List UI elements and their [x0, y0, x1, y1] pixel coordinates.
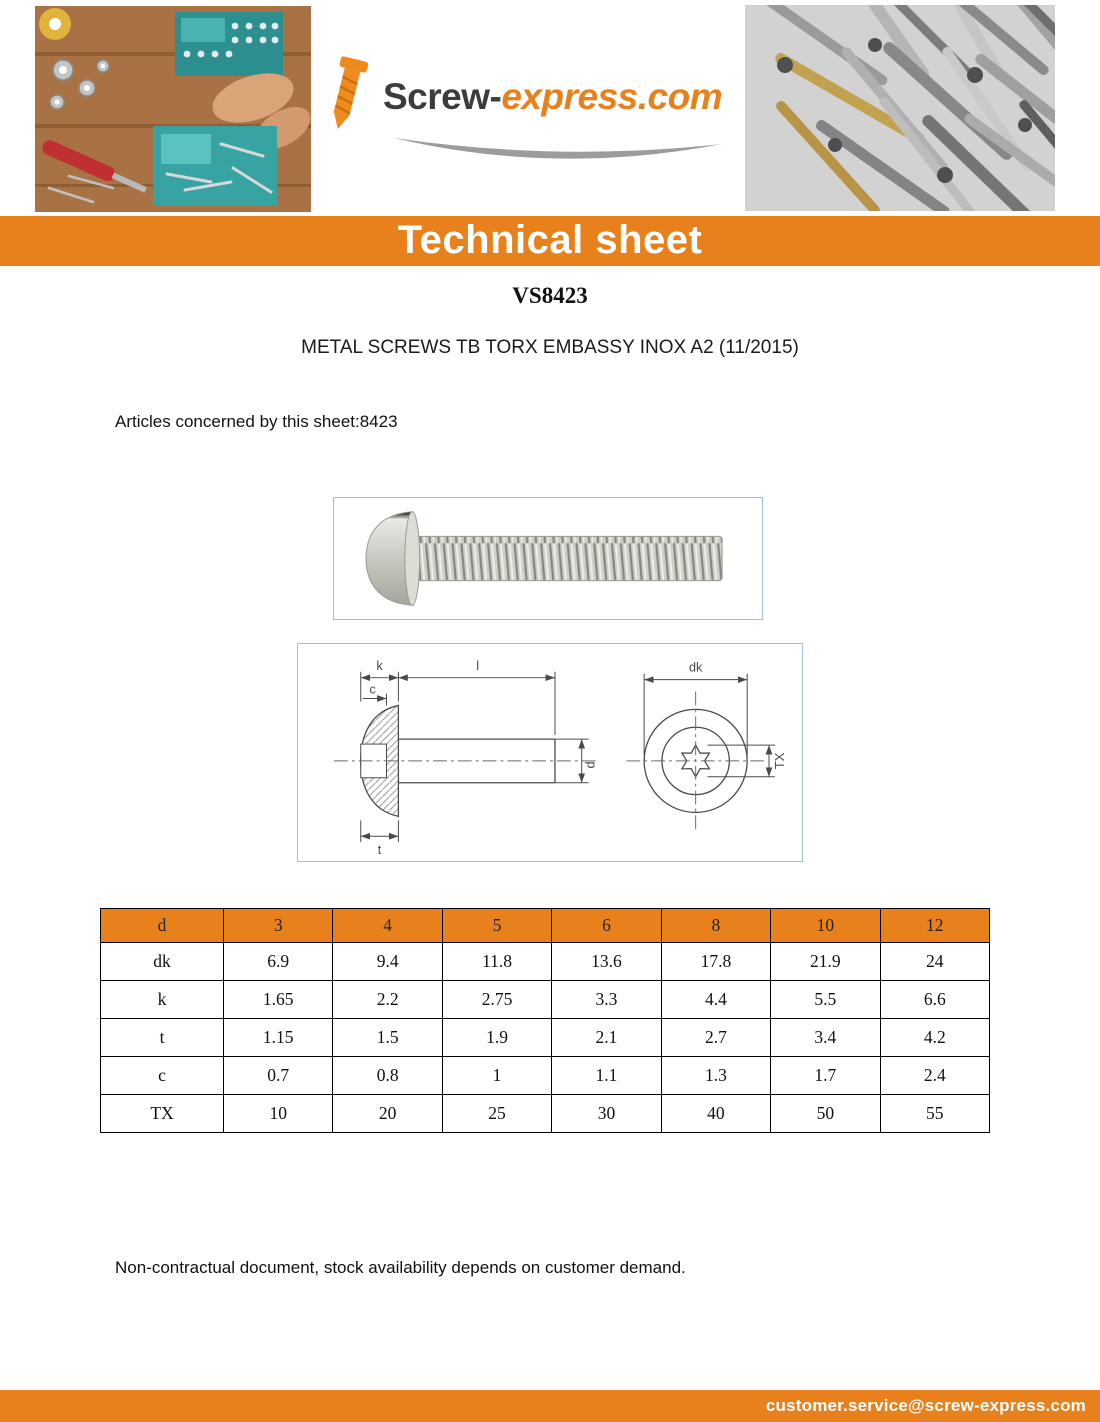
table-cell: 17.8	[661, 943, 770, 981]
table-cell: 55	[880, 1095, 989, 1133]
table-cell: dk	[101, 943, 224, 981]
table-cell: 0.7	[224, 1057, 333, 1095]
table-row	[101, 1057, 990, 1095]
table-header-cell: 4	[333, 909, 442, 943]
dim-label-k: k	[376, 657, 383, 673]
table-cell: 1	[442, 1057, 551, 1095]
table-cell: 10	[224, 1095, 333, 1133]
dim-label-dk: dk	[688, 659, 703, 675]
table-cell: 25	[442, 1095, 551, 1133]
dim-label-l: l	[476, 657, 480, 673]
table-cell: 40	[661, 1095, 770, 1133]
banner	[0, 216, 1100, 266]
table-cell: k	[101, 981, 224, 1019]
table-cell: 1.65	[224, 981, 333, 1019]
footer-email: customer.service@screw-express.com	[765, 1396, 1086, 1415]
table-cell: 3.4	[771, 1019, 880, 1057]
logo-part2: express.com	[501, 76, 723, 117]
technical-drawing-box	[297, 643, 803, 862]
technical-drawing	[298, 644, 802, 861]
table-cell: 3.3	[552, 981, 661, 1019]
table-cell: 1.5	[333, 1019, 442, 1057]
table-header-cell: d	[101, 909, 224, 943]
table-cell: 20	[333, 1095, 442, 1133]
table-cell: 11.8	[442, 943, 551, 981]
table-cell: 0.8	[333, 1057, 442, 1095]
table-cell: 1.3	[661, 1057, 770, 1095]
dimensions-table	[100, 908, 990, 1133]
table-cell: 2.1	[552, 1019, 661, 1057]
table-cell: 1.7	[771, 1057, 880, 1095]
table-row	[101, 943, 990, 981]
table-header-cell: 8	[661, 909, 770, 943]
document-code: VS8423	[512, 283, 588, 308]
screws-photo	[745, 5, 1055, 211]
document-title: METAL SCREWS TB TORX EMBASSY INOX A2 (11/2015)	[301, 337, 799, 358]
table-cell: 2.75	[442, 981, 551, 1019]
table-cell: 50	[771, 1095, 880, 1133]
table-cell: t	[101, 1019, 224, 1057]
product-photo-box	[333, 497, 763, 620]
table-cell: 1.1	[552, 1057, 661, 1095]
table-cell: 24	[880, 943, 989, 981]
screw-product-image	[334, 498, 762, 619]
table-header-cell: 12	[880, 909, 989, 943]
table-header-cell: 6	[552, 909, 661, 943]
table-cell: 1.9	[442, 1019, 551, 1057]
table-header-cell: 5	[442, 909, 551, 943]
table-cell: TX	[101, 1095, 224, 1133]
table-cell: 21.9	[771, 943, 880, 981]
dim-label-tx: TX	[771, 752, 787, 770]
table-cell: 2.7	[661, 1019, 770, 1057]
logo	[383, 76, 722, 118]
table-cell: c	[101, 1057, 224, 1095]
table-cell: 6.9	[224, 943, 333, 981]
screw-clipart-icon	[320, 56, 372, 136]
footer-bar	[0, 1390, 1100, 1422]
table-row	[101, 1019, 990, 1057]
table-cell: 6.6	[880, 981, 989, 1019]
disclaimer-note: Non-contractual document, stock availability depends on customer demand.	[115, 1258, 686, 1277]
table-row	[101, 1095, 990, 1133]
table-header-cell: 10	[771, 909, 880, 943]
table-header-cell: 3	[224, 909, 333, 943]
table-cell: 5.5	[771, 981, 880, 1019]
table-row	[101, 981, 990, 1019]
dim-label-t: t	[377, 842, 382, 858]
dim-label-d: d	[582, 761, 598, 769]
table-cell: 9.4	[333, 943, 442, 981]
logo-swoosh	[390, 134, 725, 170]
table-cell: 4.4	[661, 981, 770, 1019]
articles-line: Articles concerned by this sheet:8423	[115, 412, 398, 431]
table-cell: 2.4	[880, 1057, 989, 1095]
dim-label-c: c	[369, 681, 376, 697]
banner-title: Technical sheet	[397, 218, 703, 262]
workbench-photo	[35, 6, 311, 212]
table-header-row	[101, 909, 990, 943]
logo-part1: Screw-	[383, 76, 502, 117]
table-cell: 30	[552, 1095, 661, 1133]
table-cell: 4.2	[880, 1019, 989, 1057]
table-cell: 13.6	[552, 943, 661, 981]
table-cell: 2.2	[333, 981, 442, 1019]
table-cell: 1.15	[224, 1019, 333, 1057]
